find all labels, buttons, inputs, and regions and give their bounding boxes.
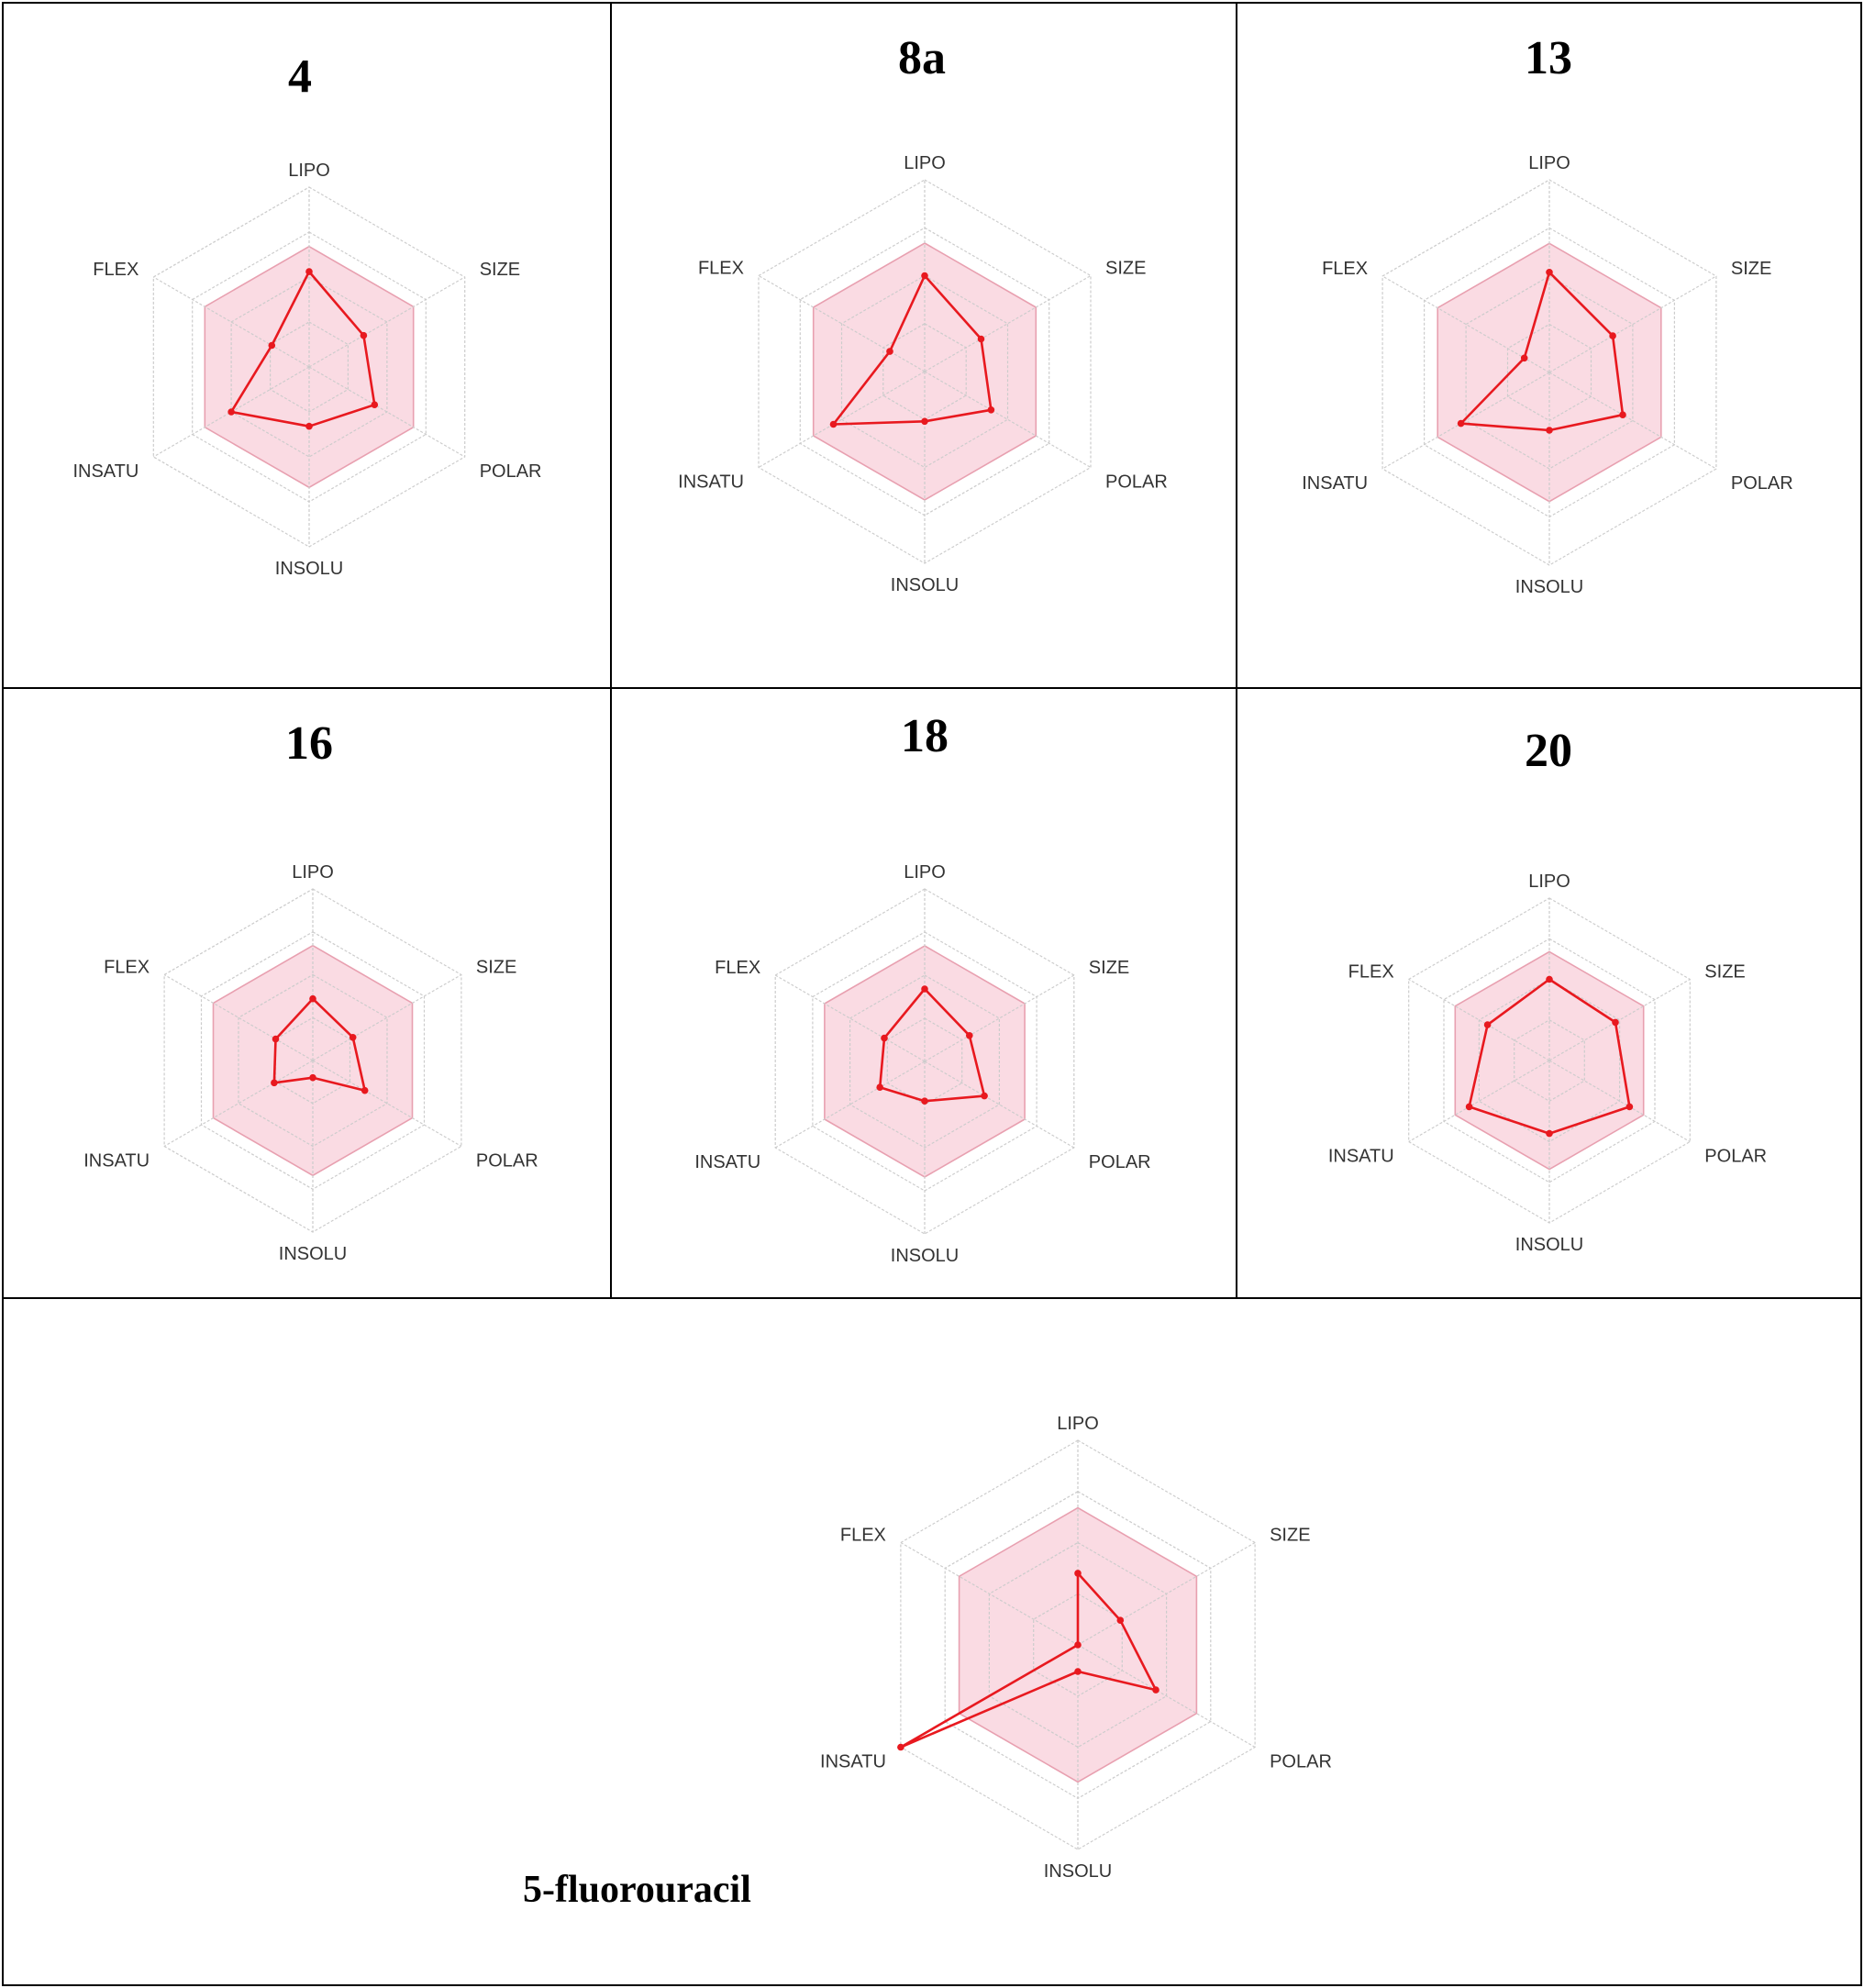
data-point-insolu: [1546, 427, 1553, 434]
data-point-lipo: [309, 995, 316, 1003]
axis-label-polar: POLAR: [1105, 472, 1168, 493]
panel-5-fluorouracil: [2, 1297, 1862, 1986]
data-point-insatu: [876, 1083, 883, 1091]
data-point-flex: [1074, 1641, 1082, 1649]
data-point-polar: [981, 1093, 988, 1100]
data-point-polar: [372, 401, 379, 408]
panel-compound-18: [610, 687, 1237, 1299]
axis-label-insatu: INSATU: [72, 461, 139, 482]
data-point-size: [978, 336, 985, 343]
axis-label-size: SIZE: [1088, 958, 1130, 978]
panel-title: 4: [288, 50, 312, 103]
data-point-insatu: [1458, 420, 1465, 428]
axis-label-insolu: INSOLU: [274, 559, 344, 579]
panel-title: 8a: [898, 32, 946, 84]
axis-label-lipo: LIPO: [288, 161, 330, 181]
data-point-size: [1609, 332, 1616, 339]
axis-label-lipo: LIPO: [1528, 153, 1570, 173]
axis-label-size: SIZE: [1105, 258, 1147, 279]
data-point-insatu: [227, 408, 235, 416]
data-point-insatu: [897, 1744, 904, 1751]
axis-label-size: SIZE: [479, 260, 521, 280]
data-point-flex: [272, 1036, 280, 1043]
data-point-flex: [269, 342, 276, 350]
data-point-flex: [1484, 1021, 1492, 1028]
radar-chart: [1237, 689, 1862, 1299]
data-point-polar: [1152, 1686, 1159, 1694]
axis-label-lipo: LIPO: [1057, 1414, 1099, 1434]
axis-label-lipo: LIPO: [904, 862, 946, 883]
axis-label-insolu: INSOLU: [890, 575, 960, 595]
radar-chart: [612, 4, 1237, 689]
data-point-lipo: [1546, 976, 1553, 983]
axis-label-size: SIZE: [1730, 259, 1772, 279]
axis-label-insolu: INSOLU: [1514, 1235, 1584, 1255]
axis-label-insolu: INSOLU: [1043, 1861, 1113, 1882]
data-point-flex: [1521, 355, 1528, 362]
panel-compound-8a: [610, 2, 1237, 689]
axis-label-size: SIZE: [1270, 1525, 1311, 1546]
data-point-size: [1117, 1616, 1125, 1624]
data-point-size: [350, 1034, 357, 1041]
data-point-polar: [988, 406, 995, 414]
axis-label-insatu: INSATU: [1327, 1146, 1394, 1167]
data-point-polar: [1619, 411, 1626, 418]
data-point-polar: [1626, 1104, 1634, 1111]
axis-label-insatu: INSATU: [678, 472, 744, 493]
data-point-insatu: [271, 1080, 278, 1087]
data-point-size: [966, 1032, 973, 1039]
axis-label-flex: FLEX: [697, 258, 744, 279]
axis-label-insolu: INSOLU: [278, 1244, 348, 1264]
axis-label-lipo: LIPO: [904, 153, 946, 173]
axis-label-flex: FLEX: [1322, 259, 1369, 279]
axis-label-insatu: INSATU: [820, 1751, 886, 1772]
axis-label-insatu: INSATU: [694, 1152, 761, 1172]
axis-label-insatu: INSATU: [83, 1150, 150, 1172]
data-point-size: [1612, 1019, 1619, 1027]
axis-label-flex: FLEX: [715, 958, 761, 978]
panel-compound-20: [1236, 687, 1862, 1299]
axis-label-insatu: INSATU: [1302, 473, 1369, 494]
data-point-insolu: [1546, 1130, 1553, 1138]
data-point-insolu: [305, 423, 313, 430]
panel-title: 5-fluorouracil: [523, 1869, 751, 1911]
data-point-polar: [361, 1087, 369, 1094]
data-point-insatu: [1466, 1104, 1473, 1111]
radar-chart: [4, 689, 612, 1299]
data-point-insolu: [309, 1074, 316, 1082]
radar-chart: [4, 4, 612, 689]
axis-label-size: SIZE: [475, 957, 517, 978]
axis-label-insolu: INSOLU: [890, 1246, 960, 1266]
panel-compound-13: [1236, 2, 1862, 689]
axis-label-polar: POLAR: [1088, 1152, 1151, 1172]
axis-label-insolu: INSOLU: [1514, 577, 1584, 597]
data-point-insolu: [921, 1097, 928, 1105]
data-point-flex: [881, 1035, 888, 1042]
data-point-insolu: [921, 418, 928, 426]
panel-title: 20: [1525, 725, 1572, 777]
axis-label-flex: FLEX: [104, 957, 150, 978]
panel-compound-16: [2, 687, 612, 1299]
axis-label-polar: POLAR: [1730, 473, 1793, 494]
axis-label-flex: FLEX: [1348, 961, 1394, 983]
data-point-lipo: [921, 272, 928, 280]
radar-chart: [1237, 4, 1862, 689]
panel-title: 18: [901, 710, 949, 762]
panel-title: 13: [1525, 32, 1572, 84]
axis-label-lipo: LIPO: [292, 862, 334, 883]
axis-label-flex: FLEX: [839, 1525, 886, 1546]
data-point-lipo: [921, 985, 928, 993]
radar-chart: [612, 689, 1237, 1299]
data-point-lipo: [1546, 269, 1553, 276]
axis-label-polar: POLAR: [475, 1150, 538, 1172]
axis-label-flex: FLEX: [93, 260, 139, 280]
axis-label-polar: POLAR: [1270, 1751, 1332, 1772]
axis-label-polar: POLAR: [479, 461, 542, 482]
radar-chart: [4, 1299, 1862, 1986]
panel-title: 16: [285, 717, 333, 770]
data-point-lipo: [305, 268, 313, 275]
data-point-insolu: [1074, 1668, 1082, 1675]
axis-label-size: SIZE: [1704, 961, 1746, 983]
axis-label-lipo: LIPO: [1528, 872, 1570, 892]
data-point-size: [361, 332, 368, 339]
data-point-insatu: [830, 421, 838, 428]
data-point-lipo: [1074, 1570, 1082, 1577]
panel-compound-4: [2, 2, 612, 689]
data-point-flex: [886, 348, 893, 355]
axis-label-polar: POLAR: [1704, 1146, 1768, 1167]
